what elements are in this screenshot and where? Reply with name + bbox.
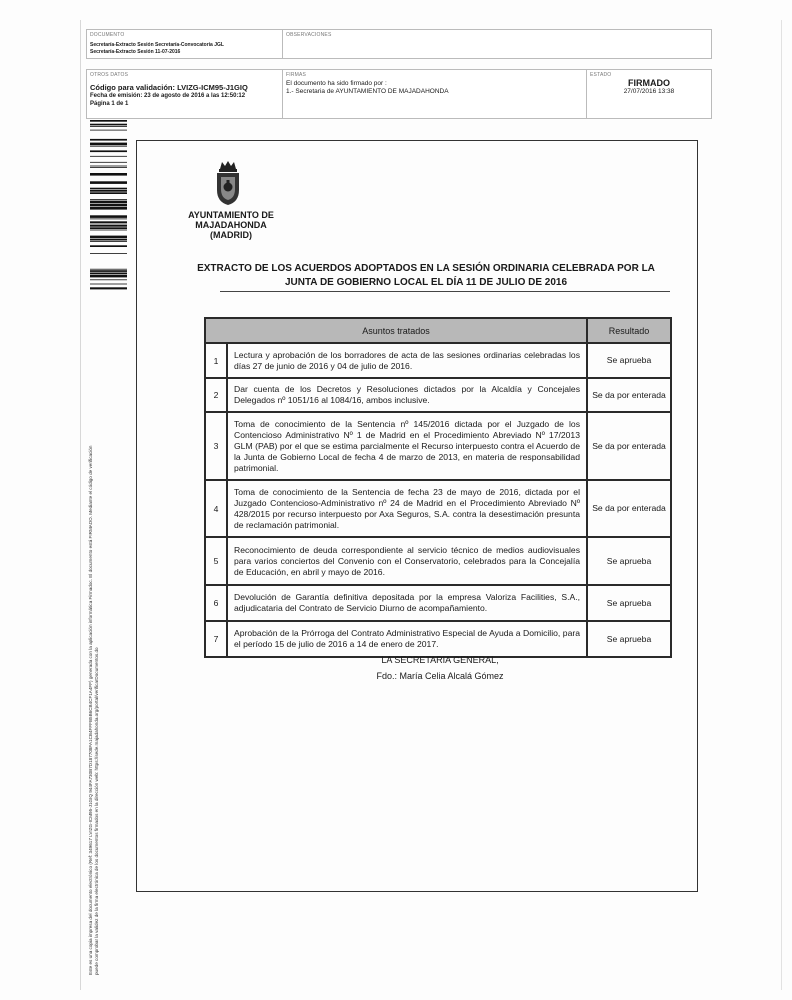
otros-datos-box <box>86 69 284 119</box>
coat-of-arms-icon <box>212 160 244 206</box>
documento-line1: Secretaría-Extracto Sesión Secretaría-Convocatoria JGL <box>90 42 224 48</box>
page-count: Página 1 de 1 <box>90 101 129 107</box>
table-row <box>205 412 671 480</box>
table-header-row <box>205 318 671 343</box>
row-result: Se da por enterada <box>587 378 671 412</box>
col-resultado-header: Resultado <box>587 318 671 343</box>
otros-datos-label: OTROS DATOS <box>90 72 129 78</box>
row-result: Se da por enterada <box>587 412 671 480</box>
document-title <box>176 262 676 290</box>
row-number: 3 <box>205 412 227 480</box>
row-subject: Toma de conocimiento de la Sentencia de fecha 23 de mayo de 2016, dictada por el Juzgado Contencioso-Administrativo nº 24 de Madrid en el Procedimiento Abreviado Nº 428/2015 por recurso interpuesto por Axa Seguros, S.A. contra la desestimación presunta de reclamación patrimonial. <box>227 480 587 537</box>
firmas-line2: 1.- Secretaria de AYUNTAMIENTO DE MAJADAHONDA <box>286 88 449 95</box>
firmas-line1: El documento ha sido firmado por : <box>286 80 387 87</box>
row-result: Se aprueba <box>587 585 671 621</box>
row-subject: Toma de conocimiento de la Sentencia nº 145/2016 dictada por el Juzgado de los Contencioso Administrativo Nº 1 de Madrid en el Procedimiento Abreviado Nº 17/2013 GLM (PAB) por el que se estima parcialmente el Recurso interpuesto contra el Acuerdo de la Junta de Gobierno Local de fecha 4 de marzo de 2013, en materia de responsabilidad patrimonial. <box>227 412 587 480</box>
observaciones-box <box>282 29 712 59</box>
row-number: 2 <box>205 378 227 412</box>
firmas-label: FIRMAS <box>286 72 307 78</box>
title-line2: JUNTA DE GOBIERNO LOCAL EL DÍA 11 DE JULIO DE 2016 <box>284 277 568 288</box>
estado-date: 27/07/2016 13:38 <box>623 88 675 95</box>
table-row <box>205 537 671 585</box>
emission-date: Fecha de emisión: 23 de agosto de 2016 a las 12:50:12 <box>90 93 246 99</box>
side-text-line2: puede comprobar la validez de la firma electrónica de los documentos firmados en la dirección web: https://sede.majadahonda.org/portal/verificarDocumentos.do <box>94 647 99 975</box>
crest-line1: AYUNTAMIENTO DE <box>188 210 274 220</box>
crest-line3: (MADRID) <box>210 230 252 240</box>
col-asuntos-header: Asuntos tratados <box>205 318 587 343</box>
table-row <box>205 480 671 537</box>
table-row <box>205 343 671 378</box>
signature-title: LA SECRETARIA GENERAL, <box>381 655 499 665</box>
row-subject: Devolución de Garantía definitiva depositada por la empresa Valoriza Facilities, S.A., adjudicataria del Contrato de Servicio Diurno de acompañamiento. <box>227 585 587 621</box>
agenda-table <box>204 317 672 658</box>
signature-block <box>240 652 640 684</box>
documento-label: DOCUMENTO <box>90 32 125 38</box>
row-subject: Reconocimiento de deuda correspondiente al servicio técnico de medios audiovisuales para varios conciertos del Convenio con el Conservatorio, celebrados para la Concejalía de Educación, en abril y mayo de 2016. <box>227 537 587 585</box>
row-number: 7 <box>205 621 227 657</box>
municipality-name <box>176 210 286 240</box>
side-text-line1: Este es una copia impresa del documento electrónico (Ref: 349617 LVIZG-ICM95-J1GIQ 944FA730B7D187708FA1CB4FFFB5B6CB4CF1A4FF) generada con la aplicación informática Firmadoc. El documento está FIRMADO. Mediante el código de verificación <box>88 445 93 975</box>
observaciones-label: OBSERVACIONES <box>286 32 332 38</box>
estado-value: FIRMADO <box>628 78 670 88</box>
barcode-image <box>90 120 127 290</box>
title-line1: EXTRACTO DE LOS ACUERDOS ADOPTADOS EN LA SESIÓN ORDINARIA CELEBRADA POR LA <box>197 263 655 274</box>
title-underline <box>220 291 670 292</box>
documento-line2: Secretaría-Extracto Sesión 11-07-2016 <box>90 49 181 55</box>
row-number: 5 <box>205 537 227 585</box>
row-number: 1 <box>205 343 227 378</box>
signature-name: Fdo.: María Celia Alcalá Gómez <box>376 671 504 681</box>
table-row <box>205 585 671 621</box>
crest-line2: MAJADAHONDA <box>195 220 267 230</box>
row-subject: Aprobación de la Prórroga del Contrato Administrativo Especial de Ayuda a Domicilio, para el período 15 de julio de 2016 a 14 de enero de 2017. <box>227 621 587 657</box>
row-number: 6 <box>205 585 227 621</box>
firmas-box <box>282 69 588 119</box>
estado-label: ESTADO <box>590 72 612 78</box>
row-result: Se aprueba <box>587 537 671 585</box>
verification-side-text <box>88 295 100 975</box>
row-result: Se aprueba <box>587 343 671 378</box>
row-subject: Dar cuenta de los Decretos y Resoluciones dictados por la Alcaldía y Concejales Delegados nº 1051/16 al 1084/16, ambos inclusive. <box>227 378 587 412</box>
row-result: Se aprueba <box>587 621 671 657</box>
estado-box <box>586 69 712 119</box>
table-row <box>205 378 671 412</box>
row-number: 4 <box>205 480 227 537</box>
row-result: Se da por enterada <box>587 480 671 537</box>
document-box <box>86 29 284 59</box>
validation-code: Código para validación: LVIZG-ICM95-J1GIQ <box>90 83 248 92</box>
row-subject: Lectura y aprobación de los borradores de acta de las sesiones ordinarias celebradas los días 27 de junio de 2016 y 04 de julio de 2016. <box>227 343 587 378</box>
